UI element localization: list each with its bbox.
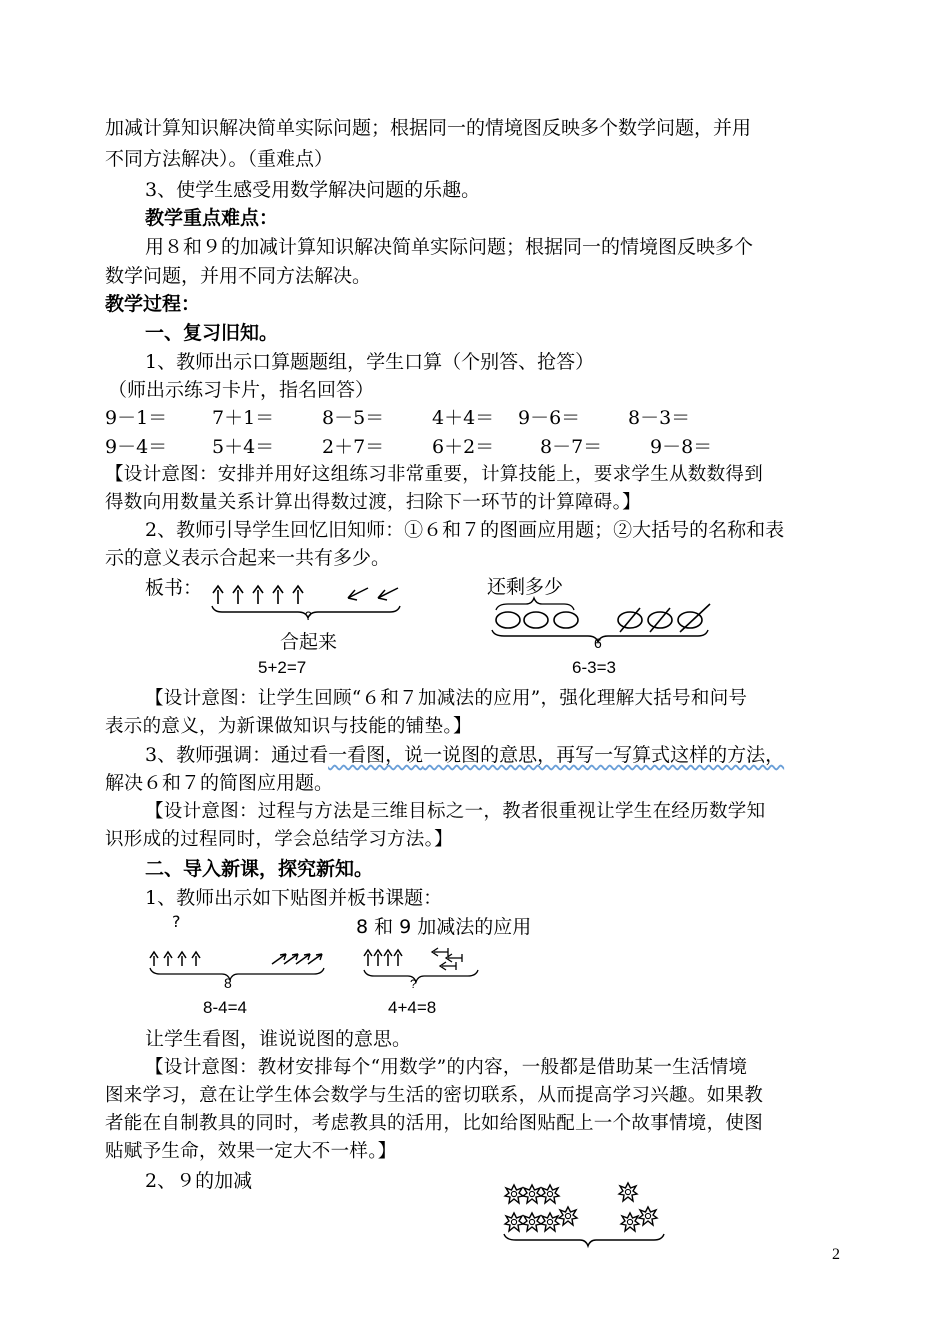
text-line: （师出示练习卡片，指名回答） xyxy=(108,379,375,401)
oral-item: 6＋2＝ xyxy=(432,436,495,458)
fig4-question: ? xyxy=(410,977,417,991)
figure-eight-minus xyxy=(148,946,328,990)
oral-item: 8－7＝ xyxy=(540,436,603,458)
section-heading: 一、复习旧知。 xyxy=(145,322,279,344)
up-arrow-icon xyxy=(364,950,402,966)
fig2-label: 还剩多少 xyxy=(487,576,564,598)
design-note: 【设计意图：教材安排每个“用数学”的内容，一般都是借助某一生活情境 xyxy=(145,1057,748,1078)
fig2-total: 6 xyxy=(594,635,602,651)
star-icon xyxy=(505,1183,657,1231)
fig2-equation: 6-3=3 xyxy=(572,658,616,677)
text-line: 示的意义表示合起来一共有多少。 xyxy=(105,547,391,569)
design-note: 【设计意图：过程与方法是三维目标之一，教者很重视让学生在经历数学知 xyxy=(145,801,766,822)
text-segment: 一看图，说 xyxy=(328,744,424,766)
figure-stars xyxy=(500,1180,670,1250)
figure-four-plus xyxy=(362,944,482,990)
text-segment: 3、教师强调：通过看 xyxy=(145,744,329,766)
diag-arrow-icon xyxy=(348,588,398,600)
up-arrow-icon xyxy=(150,952,200,966)
text-line: 2、９的加减 xyxy=(145,1170,253,1192)
design-note: 贴赋予生命，效果一定大不一样。】 xyxy=(105,1141,397,1162)
design-note: 图来学习，意在让学生体会数学与生活的密切联系，从而提高学习兴趣。如果教 xyxy=(105,1085,764,1106)
section-heading: 二、导入新课，探究新知。 xyxy=(145,858,374,880)
design-note: 识形成的过程同时，学会总结学习方法。】 xyxy=(105,829,453,850)
oral-item: 9－1＝ xyxy=(105,407,168,429)
oral-item: 7＋1＝ xyxy=(212,407,275,429)
oral-item: 8－5＝ xyxy=(322,407,385,429)
lesson-title: 8 和 9 加减法的应用 xyxy=(356,916,532,938)
text-line: 用８和９的加减计算知识解决简单实际问题；根据同一的情境图反映多个 xyxy=(145,236,754,258)
brace xyxy=(364,970,478,982)
left-arrow-icon xyxy=(432,948,462,970)
design-note: 表示的意义，为新课做知识与技能的铺垫。】 xyxy=(105,716,472,737)
oral-item: 9－6＝ xyxy=(518,407,581,429)
oral-item: 8－3＝ xyxy=(628,407,691,429)
brace xyxy=(150,968,324,980)
diag-arrow-icon xyxy=(272,954,322,964)
fig1-label: 合起来 xyxy=(280,631,338,653)
oral-item: 9－4＝ xyxy=(105,436,168,458)
oral-item: 4＋4＝ xyxy=(432,407,495,429)
fig3-equation: 8-4=4 xyxy=(203,998,247,1017)
text-segment: 一写算式这样的方法， xyxy=(594,744,785,766)
fig3-question: ? xyxy=(172,912,181,931)
figure-combine xyxy=(210,578,410,628)
fig1-equation: 5+2=7 xyxy=(258,658,307,677)
text-line: 加减计算知识解决简单实际问题；根据同一的情境图反映多个数学问题，并用 xyxy=(105,117,752,139)
page-number: 2 xyxy=(832,1246,840,1263)
up-arrow-icon xyxy=(213,586,303,604)
oral-item: 5＋4＝ xyxy=(212,436,275,458)
text-line: 让学生看图，谁说说图的意思。 xyxy=(145,1028,412,1050)
fig4-equation: 4+4=8 xyxy=(388,998,437,1017)
brace xyxy=(504,1234,664,1246)
text-line: 解决６和７的简图应用题。 xyxy=(105,772,334,794)
section-heading: 教学重点难点： xyxy=(145,207,279,229)
design-note: 【设计意图：安排并用好这组练习非常重要，计算技能上，要求学生从数数得到 xyxy=(105,464,764,485)
text-line: 1、教师出示如下贴图并板书课题： xyxy=(145,887,443,909)
oral-item: 9－8＝ xyxy=(650,436,713,458)
design-note: 【设计意图：让学生回顾“６和７加减法的应用”，强化理解大括号和问号 xyxy=(145,688,748,709)
design-note: 得数向用数量关系计算出得数过渡，扫除下一环节的计算障碍。】 xyxy=(105,492,641,513)
question-mark: ? xyxy=(305,609,312,623)
text-line: 3、使学生感受用数学解决问题的乐趣。 xyxy=(145,179,481,201)
circle-icon xyxy=(496,612,702,628)
text-segment: 一说图的意思，再写 xyxy=(423,744,595,766)
board-label: 板书： xyxy=(145,577,203,599)
design-note: 者能在自制教具的同时，考虑教具的活用，比如给图贴配上一个故事情境，使图 xyxy=(105,1113,764,1134)
text-line xyxy=(145,741,784,769)
text-line: 不同方法解决）。（重难点） xyxy=(105,148,334,170)
text-line: 数学问题，并用不同方法解决。 xyxy=(105,265,372,287)
oral-item: 2＋7＝ xyxy=(322,436,385,458)
figure-remain xyxy=(488,596,718,656)
text-line: 2、教师引导学生回忆旧知师：①６和７的图画应用题；②大括号的名称和表 xyxy=(145,519,785,541)
text-line: 1、教师出示口算题题组，学生口算（个别答、抢答） xyxy=(145,351,595,373)
fig3-total: 8 xyxy=(224,975,232,991)
section-heading: 教学过程： xyxy=(105,293,201,315)
top-brace xyxy=(496,598,574,610)
